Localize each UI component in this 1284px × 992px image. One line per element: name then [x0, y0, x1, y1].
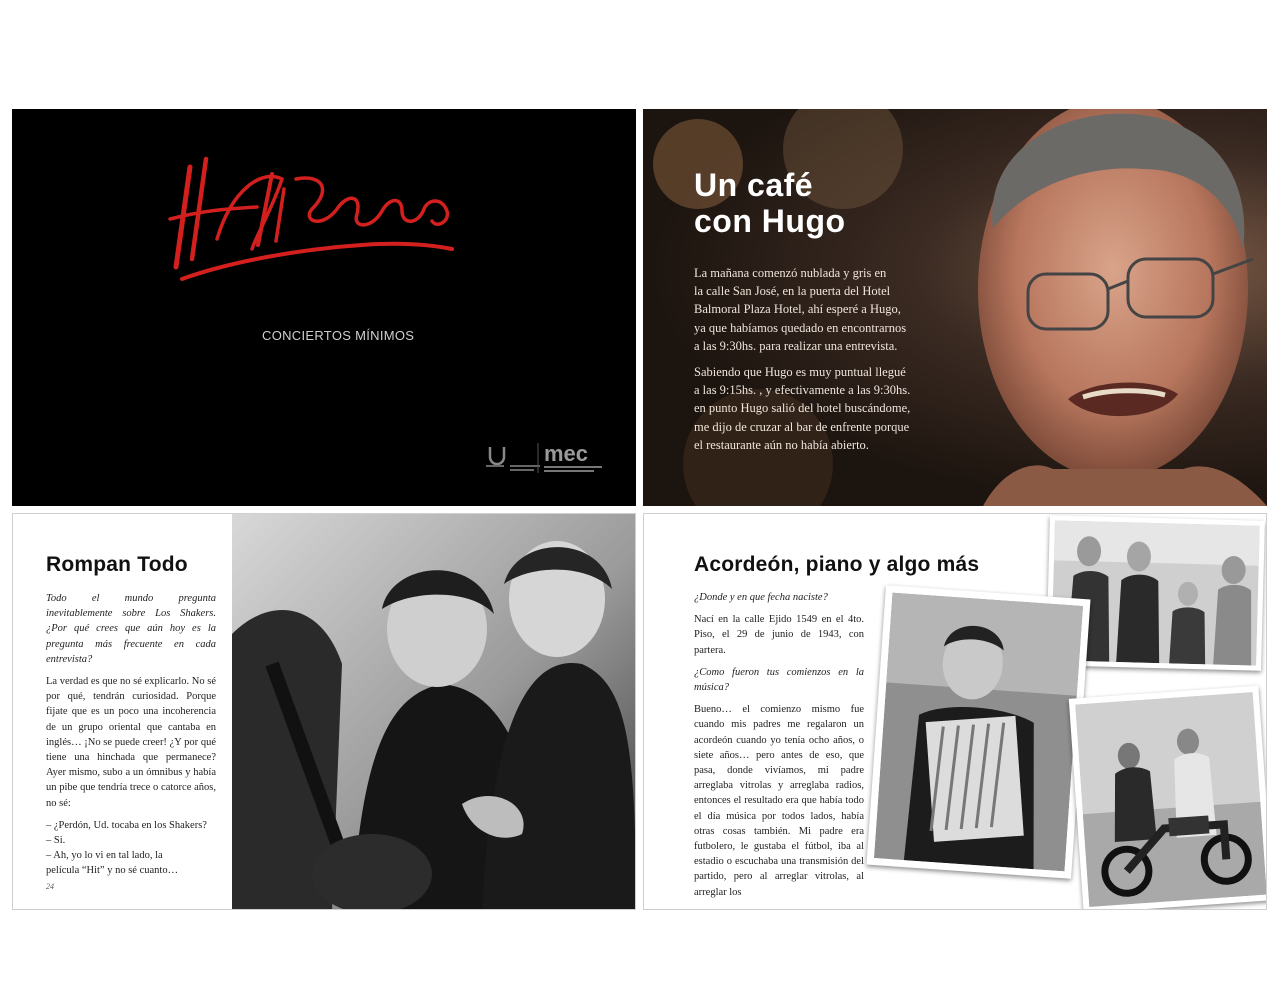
cafe-paragraph-1 [694, 264, 956, 355]
text-line: la calle San José, en la puerta del Hotel [694, 284, 891, 299]
motorcycle-photo [1069, 686, 1267, 910]
rompan-question: Todo el mundo pregunta inevitablemente sobre Los Shakers. ¿Por qué crees que aún hoy es la pregunta más frecuente en cada entrevista? [46, 593, 216, 665]
institution-icon [490, 447, 504, 464]
sponsor-logos [486, 439, 606, 479]
text-line: en punto Hugo salió del hotel buscándome, [694, 401, 911, 416]
cafe-title [694, 167, 846, 239]
acordeon-text-column [694, 590, 864, 907]
acordeon-title: Acordeón, piano y algo más [694, 553, 980, 576]
accordion-boy-image [874, 593, 1083, 872]
acordeon-answer-2: Bueno… el comienzo mismo fue cuando mis padres me regalaron un acordeón cuando yo tenía ocho años, o siete años… pero antes de eso, que pasa, donde vivíamos, mi padre arreglaba vitrolas y arreglaba radios, entonces el resultado era que había todo el día música por todos lados, había otras cosas también. Mi padre era futbolero, le gustaba el fútbol, iba al estadio o escuchaba una transmisión del partido, pero al arreglar vitrolas, al arreglar los [694, 704, 864, 898]
cafe-title-line2: con Hugo [694, 203, 846, 239]
text-line: a las 9:15hs. , y efectivamente a las 9:30hs. [694, 383, 911, 398]
text-line: Sabiendo que Hugo es muy puntual llegué [694, 365, 906, 380]
text-line: ya que habíamos quedado en encontrarnos [694, 320, 907, 335]
dialogue-line: – ¿Perdón, Ud. tocaba en los Shakers? [46, 819, 207, 831]
dialogue-line: – Ah, yo lo vi en tal lado, la [46, 850, 163, 862]
dialogue-line: película “Hit” y no sé cuanto… [46, 865, 179, 877]
page-number: 24 [46, 882, 54, 891]
acordeon-answer-1: Nací en la calle Ejido 1549 en el 4to. Piso, el 29 de junio de 1943, con partera. [694, 614, 864, 656]
shakers-photo [232, 514, 636, 910]
acordeon-question-2: ¿Como fueron tus comienzos en la música? [694, 666, 864, 694]
text-line: el restaurante aún no había abierto. [694, 437, 869, 452]
rompan-dialogue [46, 818, 216, 879]
acordeon-panel [643, 513, 1267, 910]
rompan-text-column [46, 591, 216, 886]
rompan-answer: La verdad es que no sé explicarlo. No sé por qué, tendrán curiosidad. Porque fijate que es un poco una incoherencia de un grupo oriental que cantaba en inglés… ¡No se puede creer! ¿Y por qué tiene una hinchada que permanece? Ayer mismo, subo a un ómnibus y había un pibe que tendría trece o catorce años, no sé: [46, 676, 216, 809]
cafe-title-line1: Un café [694, 167, 814, 203]
hugo-portrait [943, 109, 1267, 506]
accordion-boy-photo [866, 585, 1090, 879]
text-line: a las 9:30hs. para realizar una entrevista. [694, 338, 898, 353]
cafe-paragraph-2 [694, 363, 956, 454]
signature-logo [162, 149, 462, 289]
mec-logo: mec [544, 441, 589, 466]
rompan-title: Rompan Todo [46, 553, 188, 576]
signature-text: H. Fattoruso [162, 149, 167, 150]
acordeon-question-1: ¿Donde y en que fecha naciste? [694, 592, 828, 603]
cover-subtitle: CONCIERTOS MÍNIMOS [262, 328, 415, 343]
text-line: La mañana comenzó nublada y gris en [694, 266, 887, 280]
rompan-panel [12, 513, 636, 910]
text-line: me dijo de cruzar al bar de enfrente porque [694, 419, 910, 434]
dialogue-line: – Si. [46, 835, 66, 847]
cafe-panel [643, 109, 1267, 506]
text-line: Balmoral Plaza Hotel, ahí esperé a Hugo, [694, 302, 901, 317]
motorcycle-image [1075, 692, 1267, 907]
cover-panel [12, 109, 636, 506]
cafe-body [694, 264, 956, 462]
